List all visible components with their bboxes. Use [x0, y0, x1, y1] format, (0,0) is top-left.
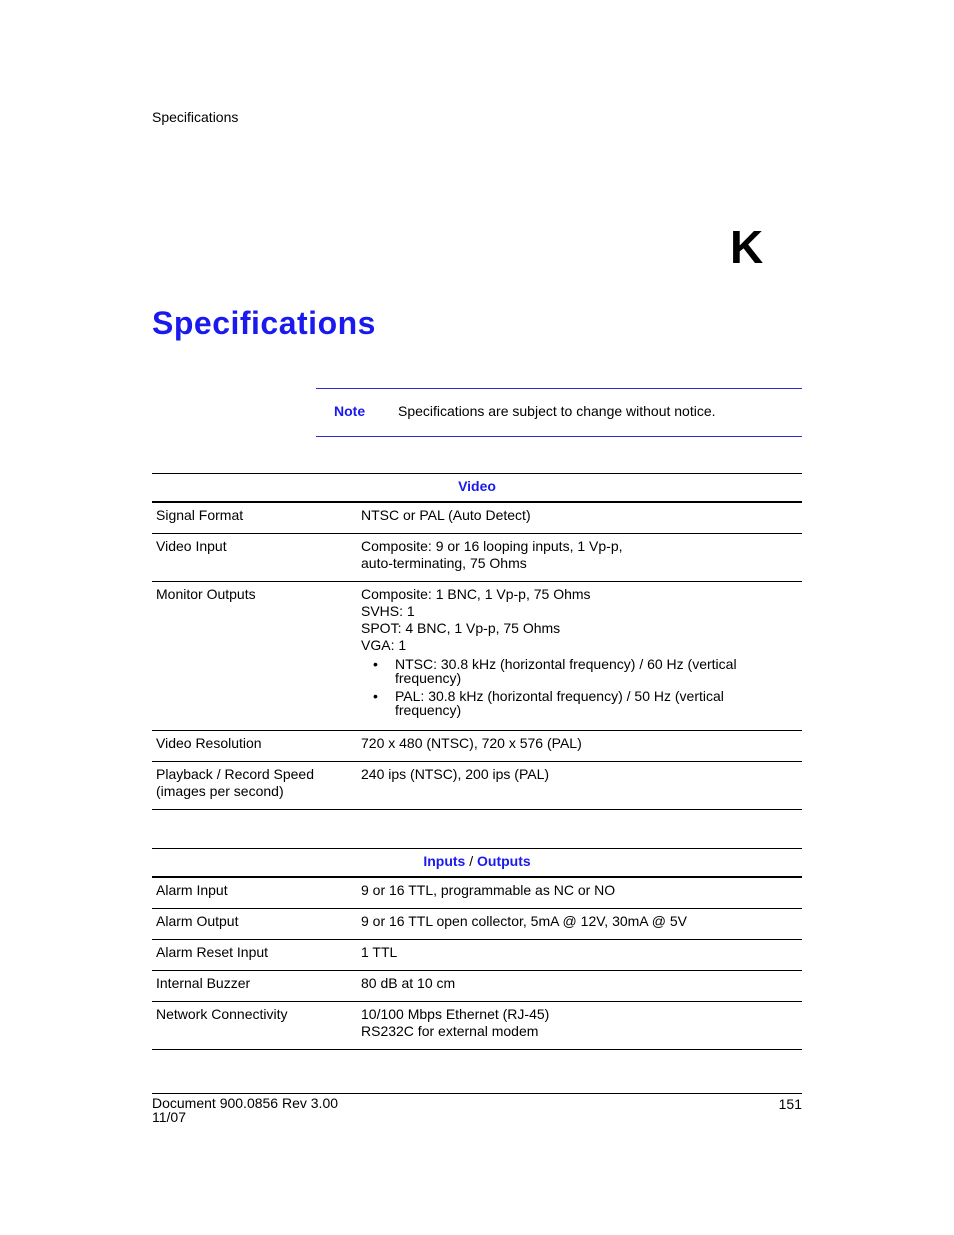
- page-number: 151: [778, 1096, 802, 1112]
- video-spec-table: [152, 473, 802, 810]
- label-line: Playback / Record Speed: [156, 766, 314, 782]
- value-line: VGA: 1: [361, 637, 407, 653]
- bullet-line: frequency): [395, 670, 462, 686]
- spec-value: 9 or 16 TTL open collector, 5mA @ 12V, 30mA @ 5V: [353, 909, 802, 940]
- spec-value: 720 x 480 (NTSC), 720 x 576 (PAL): [353, 731, 802, 762]
- running-header: Specifications: [152, 109, 239, 125]
- spec-label: Alarm Input: [152, 877, 353, 909]
- table-row: [152, 877, 802, 909]
- spec-value: 1 TTL: [353, 940, 802, 971]
- spec-label: Internal Buzzer: [152, 971, 353, 1002]
- value-line: RS232C for external modem: [361, 1023, 539, 1039]
- spec-value: 9 or 16 TTL, programmable as NC or NO: [353, 877, 802, 909]
- spec-label: Alarm Reset Input: [152, 940, 353, 971]
- note-text: Specifications are subject to change without notice.: [398, 403, 716, 419]
- bullet-line: • NTSC: 30.8 kHz (horizontal frequency) / 60 Hz (vertical: [395, 656, 737, 672]
- heading-inputs: Inputs: [423, 853, 466, 869]
- value-line: SVHS: 1: [361, 603, 415, 619]
- value-line: Composite: 1 BNC, 1 Vp-p, 75 Ohms: [361, 586, 591, 602]
- table-row: [152, 762, 802, 810]
- note-box: [316, 388, 802, 437]
- bullet-item: [395, 657, 798, 685]
- table-row: [152, 534, 802, 582]
- appendix-letter: K: [730, 221, 764, 273]
- io-table-heading: [152, 849, 802, 878]
- footer-rule: [152, 1093, 802, 1094]
- document-date: 11/07: [152, 1109, 186, 1125]
- bullet-list: [361, 657, 798, 717]
- table-row: [152, 502, 802, 534]
- spec-label: Video Input: [152, 534, 353, 582]
- document-number: Document 900.0856 Rev 3.00: [152, 1095, 339, 1111]
- table-row: [152, 971, 802, 1002]
- spec-label: [152, 762, 353, 810]
- value-line: 10/100 Mbps Ethernet (RJ-45): [361, 1006, 550, 1022]
- spec-value: [353, 1002, 802, 1050]
- spec-value: NTSC or PAL (Auto Detect): [353, 502, 802, 534]
- spec-label: Monitor Outputs: [152, 582, 353, 731]
- spec-label: Signal Format: [152, 502, 353, 534]
- note-label: Note: [334, 403, 366, 419]
- footer-document-info: [152, 1096, 338, 1124]
- value-line: Composite: 9 or 16 looping inputs, 1 Vp-p,: [361, 538, 623, 554]
- heading-outputs: Outputs: [477, 853, 531, 869]
- bullet-line: • PAL: 30.8 kHz (horizontal frequency) / 50 Hz (vertical: [395, 688, 724, 704]
- spec-label: Alarm Output: [152, 909, 353, 940]
- spec-value: [353, 582, 802, 731]
- spec-value: 240 ips (NTSC), 200 ips (PAL): [353, 762, 802, 810]
- bullet-line: frequency): [395, 702, 462, 718]
- spec-value: 80 dB at 10 cm: [353, 971, 802, 1002]
- bullet-item: [395, 689, 798, 717]
- spec-value: [353, 534, 802, 582]
- table-row: [152, 731, 802, 762]
- table-row: [152, 582, 802, 731]
- value-line: SPOT: 4 BNC, 1 Vp-p, 75 Ohms: [361, 620, 561, 636]
- value-line: auto-terminating, 75 Ohms: [361, 555, 527, 571]
- label-line: (images per second): [156, 783, 284, 799]
- video-table-heading: Video: [152, 474, 802, 503]
- chapter-title: Specifications: [152, 305, 376, 341]
- heading-separator: /: [469, 853, 474, 869]
- table-row: [152, 909, 802, 940]
- io-spec-table: [152, 848, 802, 1050]
- table-row: [152, 1002, 802, 1050]
- spec-label: Network Connectivity: [152, 1002, 353, 1050]
- spec-label: Video Resolution: [152, 731, 353, 762]
- table-row: [152, 940, 802, 971]
